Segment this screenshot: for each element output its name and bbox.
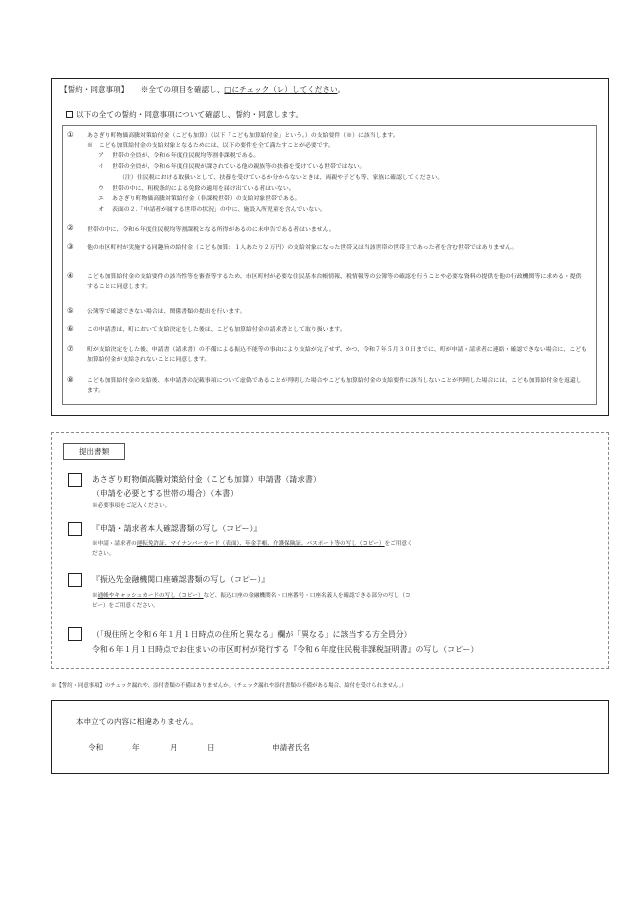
pledge-item-text: こども加算給付金の支給要件の該当性等を審査等するため、市区町村が必要な住民基本台帳情報、税情報等の公簿等の確認を行うことや必要な資料の提供を他の行政機関等に求める・提供することに同意します。 [87, 274, 582, 290]
doc4-title-line2: 令和６年１月１日時点でお住まいの市区町村が発行する『令和６年度住民税非課税証明書』の写し（コピー） [92, 645, 479, 654]
pledge-item-text: こども加算給付金の支給後、本申請書の記載事項について虚偽であることが判明した場合やこども加算給付金の支給要件に該当しないことが判明した場合には、こども加算給付金を返還します。 [87, 378, 582, 394]
doc2-title: 『申請・請求者本人確認書類の写し（コピー）』 [92, 524, 262, 533]
pledge-item-number: ⑥ [67, 324, 74, 333]
requirement-text: 世帯の中に、租税条約による免除の適用を届け出ている者はいない。 [112, 186, 295, 192]
doc3-checkbox[interactable] [68, 573, 82, 587]
doc4-checkbox[interactable] [68, 627, 82, 641]
pledge-agree-all-row[interactable] [66, 109, 303, 120]
pledge-item-number: ③ [67, 242, 74, 251]
doc1-title-line1: あさぎり町物価高騰対策給付金（こども加算）申請書（請求書） [92, 475, 321, 484]
requirement-label: ア [98, 153, 104, 159]
requirement-text: 住民税における取扱いとして、扶養を受けているか分からないときは、両親や子ども等、家族に確認してください。 [137, 175, 444, 181]
requirement-label: エ [98, 196, 104, 202]
pledge-header [60, 84, 345, 95]
pledge-item-text: 公簿等で確認できない場合は、関係書類の提出を行います。 [87, 309, 246, 315]
pledge-header-instruction-underlined: □にチェック（レ）してください [224, 85, 338, 94]
requirement-text: 世帯の全員が、令和６年度住民税均等割非課税である。 [112, 153, 260, 159]
date-era: 令和 [88, 743, 104, 752]
doc2-note-line1 [92, 539, 413, 547]
pledge-item-text: あさぎり町物価高騰対策給付金（こども加算）（以下「こども加算給付金」という。）の支給要件（※）に該当します。 [87, 133, 399, 139]
doc3-title: 『振込先金融機関口座確認書類の写し（コピー）』 [92, 575, 270, 584]
requirement-label: ウ [98, 186, 104, 192]
declaration-statement: 本申立ての内容に相違ありません。 [76, 717, 198, 726]
pledge-item-number: ⑦ [67, 344, 74, 353]
pledge-item-number: ① [67, 130, 74, 139]
doc1-title-line2: （申請を必要とする世帯の場合）（本書） [92, 489, 238, 498]
requirement-label: （注） [119, 175, 137, 181]
requirement-note: ※ こども加算給付金の支給対象となるためには、以下の要件を全て満たすことが必要です。 [87, 143, 334, 149]
pledge-header-instruction: ※全ての項目を確認し、 [140, 85, 225, 94]
pledge-item-number: ⑧ [67, 375, 74, 384]
date-year-unit: 年 [132, 743, 140, 752]
requirement-text: 世帯の全員が、令和６年度住民税が課されている他の親族等の扶養を受けている世帯ではない。 [112, 164, 366, 170]
pledge-agree-all-checkbox[interactable] [66, 111, 73, 118]
requirement-label: イ [98, 164, 104, 170]
pledge-item-number: ⑤ [67, 306, 74, 315]
footnote: ※【誓約・同意事項】のチェック漏れや、添付書類の不備はありませんか。（チェック漏れや添付書類の不備がある場合、給付を受けられません。） [51, 683, 407, 689]
date-day-unit: 日 [207, 743, 215, 752]
doc2-note-underlined: 運転免許証、マイナンバーカード（表面）、年金手帳、介護保険証、パスポート等の写し（コピー） [136, 541, 385, 547]
pledge-item-text: 世帯の中に、令和６年度住民税均等割課税となる所得があるのに未申告である者はいません。 [87, 227, 335, 233]
date-month-unit: 月 [170, 743, 178, 752]
doc1-note: ※必要事項をご記入ください。 [92, 503, 171, 509]
doc3-note-underlined: 通帳やキャッシュカードの写し（コピー） [97, 593, 204, 599]
doc3-note-line1 [92, 591, 411, 599]
pledge-header-title: 【誓約・同意事項】 [60, 85, 129, 94]
requirement-label: オ [98, 207, 104, 213]
applicant-name-label: 申請者氏名 [272, 743, 310, 752]
required-documents-tab: 提出書類 [63, 443, 125, 460]
doc4-title-line1: （「現住所と令和６年１月１日時点の住所と異なる」欄が「異なる」に該当する方全員分） [92, 630, 412, 639]
pledge-item-text: 町が支給決定をした後、申請書（請求書）の不備による振込不能等の事由により支給が完了せず、かつ、令和７年５月３０日までに、町が申請・請求者に連絡・確認できない場合に、こども加算給付金が支給されないことに同意します。 [87, 347, 587, 363]
requirement-text: あさぎり町物価高騰対策給付金（非課税世帯）の支給対象世帯である。 [112, 196, 301, 202]
pledge-item-text: この申請書は、町において支給決定をした後は、こども加算給付金の請求書として取り扱います。 [87, 327, 346, 333]
doc3-note-line2: ピー）をご用意ください。 [92, 603, 159, 609]
doc2-note-line2: ださい。 [92, 551, 115, 557]
pledge-item-number: ④ [67, 271, 74, 280]
doc3-note-suffix: など、振込口座の金融機関名・口座番号・口座名義人を確認できる部分の写し（コ [203, 593, 411, 599]
doc2-note-suffix: をご用意く [384, 541, 413, 547]
requirement-text: 表面の２.「申請者が属する世帯の状況」の中に、施設入所児童を含んでいない。 [112, 207, 326, 213]
pledge-item-text: 他の市区町村が実施する同趣旨の給付金（こども加算：１人あたり２万円）の支給対象になった世帯又は当該世帯の世帯主であった者を含む世帯ではありません。 [87, 245, 518, 251]
pledge-agree-all-label: 以下の全ての誓約・同意事項について確認し、誓約・同意します。 [76, 110, 304, 119]
doc3-note-prefix: ※ [92, 593, 98, 599]
pledge-header-instruction-end: 。 [337, 85, 346, 94]
doc2-note-prefix: ※申請・請求者の [92, 541, 137, 547]
pledge-item-number: ② [67, 223, 74, 232]
declaration-box [51, 700, 609, 774]
doc2-checkbox[interactable] [68, 522, 82, 536]
doc1-checkbox[interactable] [68, 473, 82, 487]
